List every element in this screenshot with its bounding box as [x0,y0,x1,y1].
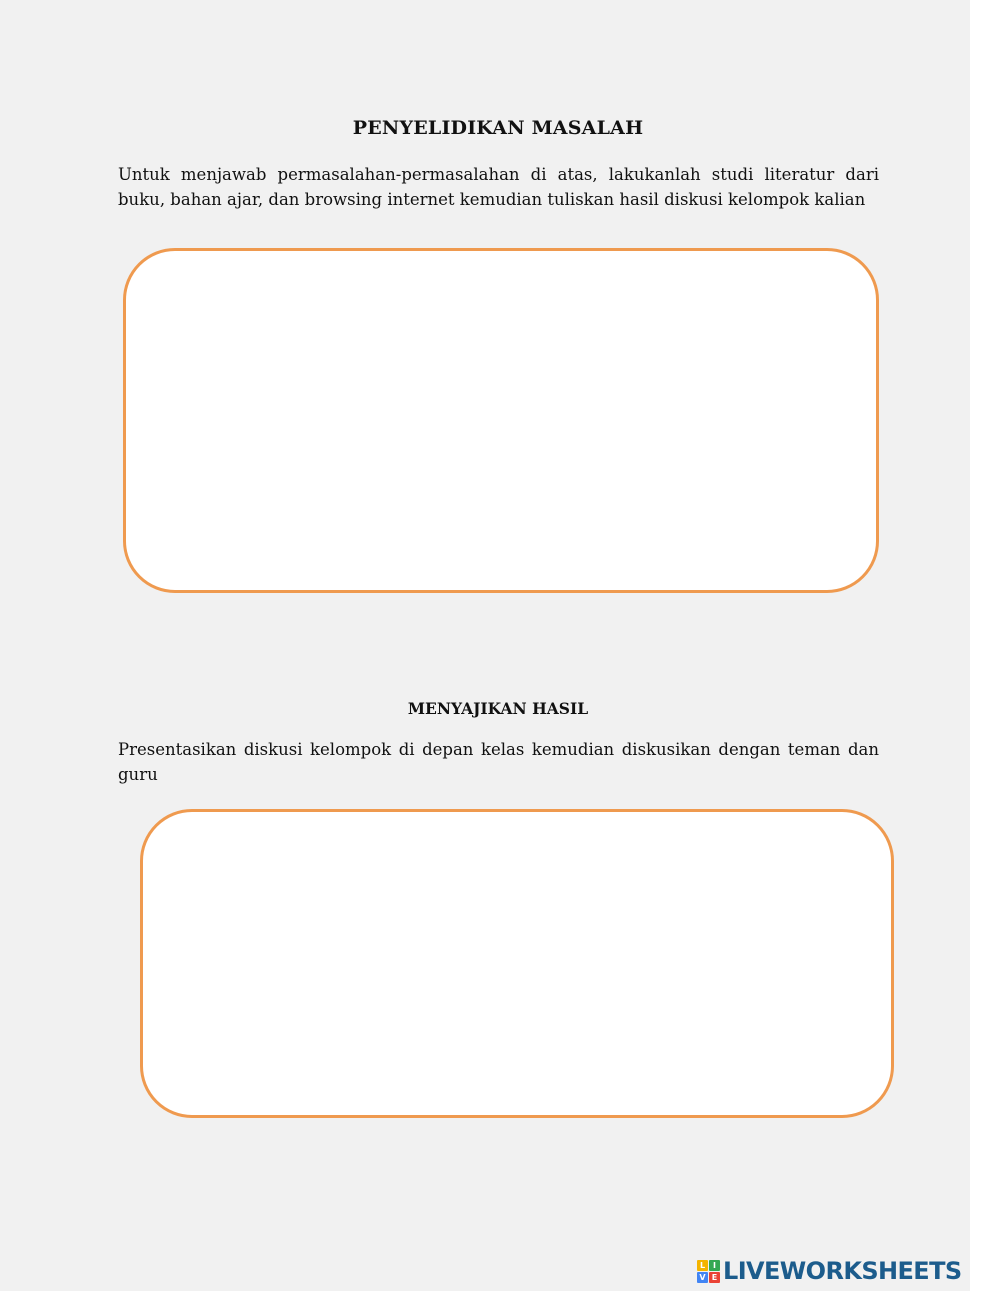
logo-cell-i: I [709,1260,720,1271]
liveworksheets-wordmark: LIVEWORKSHEETS [723,1257,962,1285]
section-title-penyelidikan: PENYELIDIKAN MASALAH [352,117,644,139]
logo-cell-e: E [709,1272,720,1283]
logo-cell-v: V [697,1272,708,1283]
answer-box-penyelidikan[interactable] [123,248,879,593]
liveworksheets-logo-icon [697,1260,720,1283]
section-title-menyajikan: MENYAJIKAN HASIL [407,699,589,718]
liveworksheets-branding [697,1256,962,1286]
answer-box-menyajikan[interactable] [140,809,894,1118]
logo-cell-l: L [697,1260,708,1271]
instruction-penyelidikan: Untuk menjawab permasalahan-permasalahan di atas, lakukanlah studi literatur dari buku, bahan ajar, dan browsing internet kemudian tuliskan hasil diskusi kelompok kalian [118,165,879,209]
instruction-menyajikan: Presentasikan diskusi kelompok di depan kelas kemudian diskusikan dengan teman dan guru [118,740,879,784]
